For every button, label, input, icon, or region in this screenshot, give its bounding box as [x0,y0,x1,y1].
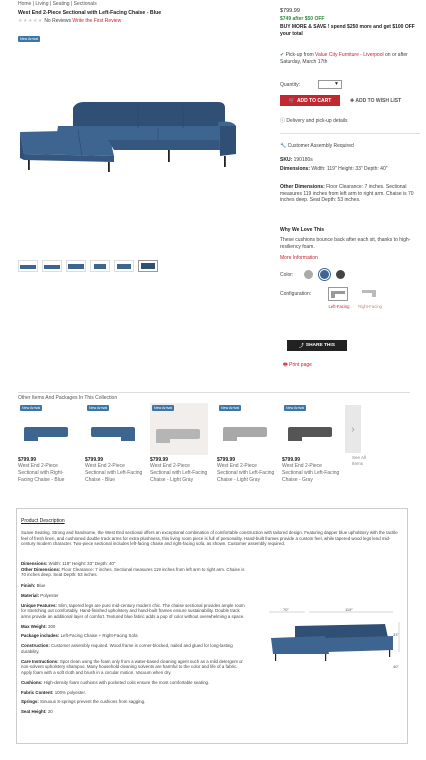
spec-dimensions: Dimensions: Width: 119" Height: 33" Depth: 40" [21,561,116,566]
quantity-select[interactable] [318,80,342,89]
item-price: $799.99 [18,457,37,463]
collection-item-2[interactable] [85,403,143,483]
diagram-label-width: 119" [345,607,353,612]
config-left-facing[interactable] [328,287,348,301]
breadcrumb-living[interactable]: Living [35,1,49,7]
breadcrumb-seating[interactable]: Seating [52,1,70,7]
why-love-text: These cushions bounce back after each sit, thanks to high-resiliency foam. [280,237,411,250]
spec-other-dimensions: Other Dimensions: Floor Clearance: 7 inches. Sectional measures 119 inches from left arm to right arm. Chaise is 70 inches deep. Seat Depth: 53 inches. [21,566,245,578]
item-name: West End 2-Piece Sectional with Left-Facing Chaise - Light Gray [150,463,208,483]
carousel-next-button[interactable] [345,405,361,453]
spec-seat-height: Seat Height: 20 [21,708,53,714]
chevron-down-icon: ▼ [334,81,339,87]
thumbnail-3[interactable] [66,260,86,272]
add-to-cart-button[interactable]: 🛒 ADD TO CART [280,95,340,106]
thumbnail-2[interactable] [42,260,62,272]
product-description-box [16,508,408,744]
check-icon: ✔ [280,52,285,58]
color-label: Color: [280,272,294,278]
spec-cushions: Cushions: High-density foam cushions with pocketed coils ensure the most comfortable seating. [21,679,210,685]
product-title: West End 2-Piece Sectional with Left-Facing Chaise - Blue [18,10,162,16]
plus-icon: ✚ [350,98,355,104]
breadcrumb: Home | Living | Seating | Sectionals [18,1,97,7]
sku: SKU: 190180s [280,157,313,163]
description-specs [21,561,246,715]
printer-icon: 🖶 [283,362,288,368]
description-intro: Suave Seating. Strong and handsome, the West End sectional offers an exceptional combination of comfortable construction with tailored design. Featuring dapper blue upholstery with the tactile feel of fresh linen, and cushioned double track arms for extra plushness, this living room piece is full of personality. Hand-built frames provide a custom feel, while tapered wood legs lend mid-century modern character. Two-piece sectional includes left-facing chaise and right-facing sofa, as shown. Customer assembly required. [21,530,398,547]
spec-finish: Finish: Blue [21,583,46,589]
item-badge: New Arrival [221,406,240,410]
color-swatch-light-gray[interactable] [304,270,313,279]
collection-item-1[interactable] [18,403,76,483]
item-price: $799.99 [217,457,236,463]
spec-package-includes: Package includes: Left-Facing Chaise + Right-Facing Sofa [21,633,138,639]
chevron-right-icon: › [351,423,355,435]
item-name: West End 2-Piece Sectional with Left-Facing Chaise - Gray [282,463,340,483]
thumbnail-5[interactable] [114,260,134,272]
item-badge: New Arrival [154,406,173,410]
new-arrival-badge: New Arrival [20,37,39,41]
thumbnail-1[interactable] [18,260,38,272]
reviews-count: No Reviews [44,18,71,24]
thumbnail-4[interactable] [90,260,110,272]
assembly-note: 🔧 Customer Assembly Required [280,143,354,149]
item-price: $799.99 [282,457,301,463]
item-badge: New Arrival [22,406,41,410]
print-link[interactable]: 🖶 Print page [283,362,312,368]
spec-construction: Construction: Customer assembly required. Wood frame is corner-blocked, nailed and glued for long-lasting durability. [21,643,233,654]
why-love-title: Why We Love This [280,227,325,233]
rating-row [18,18,121,25]
add-to-wishlist-button[interactable]: ✚ ADD TO WISH LIST [350,98,402,104]
collection-item-4[interactable] [217,403,275,483]
item-badge: New Arrival [89,406,108,410]
breadcrumb-sectionals[interactable]: Sectionals [73,1,97,7]
spec-max-weight: Max Weight: 300 [21,623,56,629]
color-swatch-blue[interactable] [320,270,329,279]
pickup-info: ✔ Pick-up from Value City Furniture - Liverpool on or after Saturday, March 17th [280,52,408,65]
dimension-diagram [265,604,405,674]
item-name: West End 2-Piece Sectional with Right-Facing Chaise - Blue [18,463,65,483]
thumbnail-6[interactable] [138,260,158,272]
pickup-store-link[interactable]: Value City Furniture - Liverpool [315,52,384,58]
price: $799.99 [280,8,300,14]
description-title: Product Description [21,518,65,524]
collection-item-3[interactable] [150,403,208,483]
spec-fabric: Fabric Content: 100% polyester. [21,689,86,695]
breadcrumb-home[interactable]: Home [18,1,32,7]
collection-item-5[interactable] [282,403,340,483]
spec-unique-features: Unique Features: Slim, tapered legs are pure mid-century modern chic. The chaise sectional provides ample room for stretching out comfortably. Hand-finished upholstery and hand-built frames ensure sustainability. Double track arms provide an additional layer of comfort. Textured blue fabric adds a pop of color without overwhelming a space. [21,602,245,620]
product-main-image[interactable] [18,70,243,185]
config-right-facing[interactable] [360,287,380,301]
item-name: West End 2-Piece Sectional with Left-Facing Chaise - Blue [85,463,143,483]
wrench-icon: 🔧 [280,143,287,149]
color-swatch-gray[interactable] [336,270,345,279]
diagram-label-height: 33" [393,632,399,637]
other-items-title: Other Items And Packages In This Collection [18,395,118,401]
cart-icon: 🛒 [288,97,295,104]
share-icon: ⤴ [299,344,304,349]
promo-text: BUY MORE & SAVE ! spend $250 more and get $100 OFF your total [280,24,415,37]
share-button[interactable]: ⤴ SHARE THIS [287,340,347,351]
configuration-label: Configuration: [280,291,312,297]
spec-material: Material: Polyester [21,592,59,598]
star-rating-icon: ★★★★★ [18,18,43,24]
spec-care: Care Instructions: Spot clean using the foam only from a water-based cleaning agent such as a mild detergent or non-solvent upholstery shampoo. Many household cleaning solvents are harmful to the color and life of a fabric. Apply foam with a soft cloth and brush in a circular motion. Vacuum when dry. [21,658,243,676]
info-icon: ⓘ [280,118,286,124]
more-info-link[interactable]: More Information [280,255,318,261]
spec-springs: Springs: Sinuous S-springs prevent the cushions from sagging. [21,699,146,705]
quantity-label: Quantity: [280,82,301,88]
dimensions: Dimensions: Width: 119" Height: 33" Depth: 40" [280,166,388,172]
item-price: $799.99 [85,457,104,463]
config-right-facing-label: Right-Facing [358,304,382,309]
config-left-facing-label: Left-Facing [328,304,350,309]
item-name: West End 2-Piece Sectional with Left-Facing Chaise - Light Gray [217,463,275,483]
write-review-link[interactable]: Write the First Review [72,18,122,24]
see-all-link[interactable]: See All Items [352,455,367,466]
diagram-label-depth: 40" [393,664,399,669]
delivery-info[interactable]: ⓘ Delivery and pick-up details [280,118,348,124]
other-dimensions: Other Dimensions: Floor Clearance: 7 inches. Sectional measures 119 inches from left arm to right arm. Chaise is 70 inches deep. Seat Depth: 53 inches. [280,184,414,203]
item-badge: New Arrival [286,406,305,410]
item-price: $799.99 [150,457,169,463]
sale-price: $749 after $50 OFF [280,16,325,22]
diagram-label-chaise: 70" [283,607,289,612]
